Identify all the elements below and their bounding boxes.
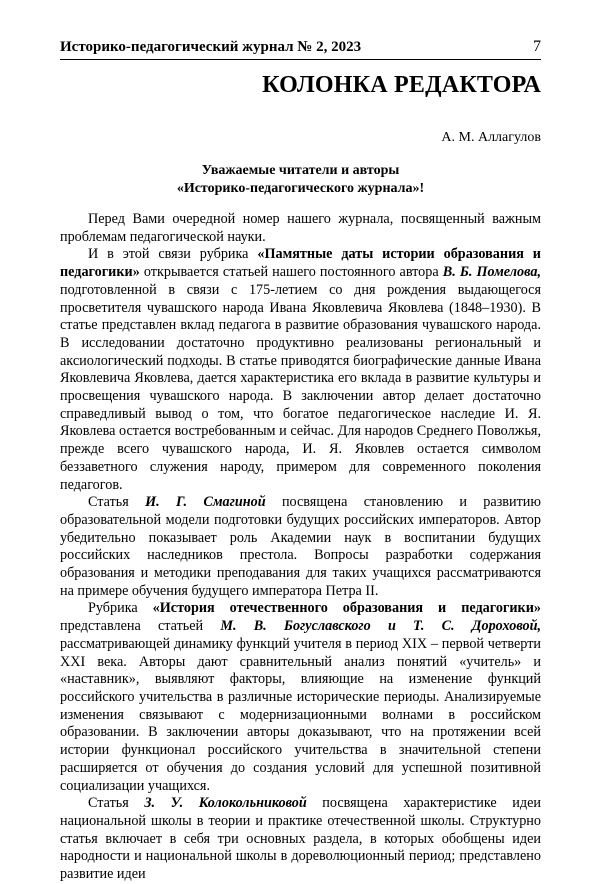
paragraph-4-text-3: рассматривающей динамику функций учителя в период XIX – первой четверти XXI века. Авторы дают сравнительный анализ понятий «учитель» и «наставник», выявляют факторы, влияющие на изменение функций российского учительства в различные исторические периоды. Анализируемые изменения связывают с модернизационными волнами в российском образовании. В заключении авторы доказывают, что на протяжении всей истории функционал российского учительства в значительной степени расширяется от обучения до создания условий для успешной позитивной социализации учащихся. [60, 636, 541, 794]
journal-title: Историко-педагогический журнал № 2, 2023 [60, 37, 361, 57]
paragraph-3-text-2: посвящена становлению и развитию образовательной модели подготовки будущих российских императоров. Автор убедительно показывает роль Академии наук в воспитании будущих российских наследников престола. Вопросы разработки содержания образования и методики преподавания для таких учащихся рассматриваются на примере обучения будущего императора Петра II. [60, 494, 541, 599]
author-reference: В. Б. Помелова, [443, 264, 541, 280]
paragraph-2-text-2: открывается статьей нашего постоянного автора [140, 264, 443, 280]
author-reference: И. Г. Смагиной [145, 494, 266, 510]
paragraph-5 [60, 795, 541, 884]
header-rule [60, 59, 541, 60]
paragraph-4-text-1: Рубрика [88, 600, 153, 616]
paragraph-4-text-2: представлена статьей [60, 618, 220, 634]
paragraph-3-text-1: Статья [88, 494, 145, 510]
rubric-title: «Памятные даты истории образования и педагогики» [60, 246, 541, 280]
paragraph-2 [60, 246, 541, 494]
running-head [60, 37, 541, 57]
greeting [60, 162, 541, 198]
greeting-line-2: «Историко-педагогического журнала»! [60, 180, 541, 198]
page-number: 7 [533, 37, 541, 57]
paragraph-5-text-2: посвящена характеристике идеи национальной школы в теории и практике отечественной школы. Структурно статья включает в себя три основных раздела, в которых обобщены идеи народности и национальной школы в дореволюционный период; представлено развитие идеи [60, 795, 541, 882]
paragraph-5-text-1: Статья [88, 795, 144, 811]
article-body [60, 211, 541, 884]
paragraph-4 [60, 600, 541, 795]
paragraph-3 [60, 494, 541, 600]
author-reference: М. В. Богуславского и Т. С. Дороховой, [220, 618, 541, 634]
paragraph-2-text-3: подготовленной в связи с 175-летием со дня рождения выдающегося просветителя чувашского народа Ивана Яковлевича Яковлева (1848–1930). В статье представлен вклад педагога в развитие образования чувашского народа. В исследовании достаточно продуктивно реализованы региональный и аксиологический подходы. В статье приводятся биографические данные Ивана Яковлевича Яковлева, дается характеристика его вклада в развитие культуры и просвещения чувашского народа. В заключении автор делает достаточно справедливый вывод о том, что богатое педагогическое наследие И. Я. Яковлева остается востребованным и сейчас. Для народов Среднего Поволжья, прежде всего чувашского народа, И. Я. Яковлев остается символом беззаветного служения народу, примером для современного поколения педагогов. [60, 282, 541, 493]
section-title: КОЛОНКА РЕДАКТОРА [60, 70, 541, 100]
paragraph-2-text-1: И в этой связи рубрика [88, 246, 257, 262]
journal-page [0, 0, 600, 848]
author-reference: З. У. Колокольниковой [144, 795, 306, 811]
author-name: А. М. Аллагулов [60, 129, 541, 147]
paragraph-1: Перед Вами очередной номер нашего журнала, посвященный важным проблемам педагогической науки. [60, 211, 541, 246]
greeting-line-1: Уважаемые читатели и авторы [60, 162, 541, 180]
rubric-title: «История отечественного образования и педагогики» [153, 600, 541, 616]
